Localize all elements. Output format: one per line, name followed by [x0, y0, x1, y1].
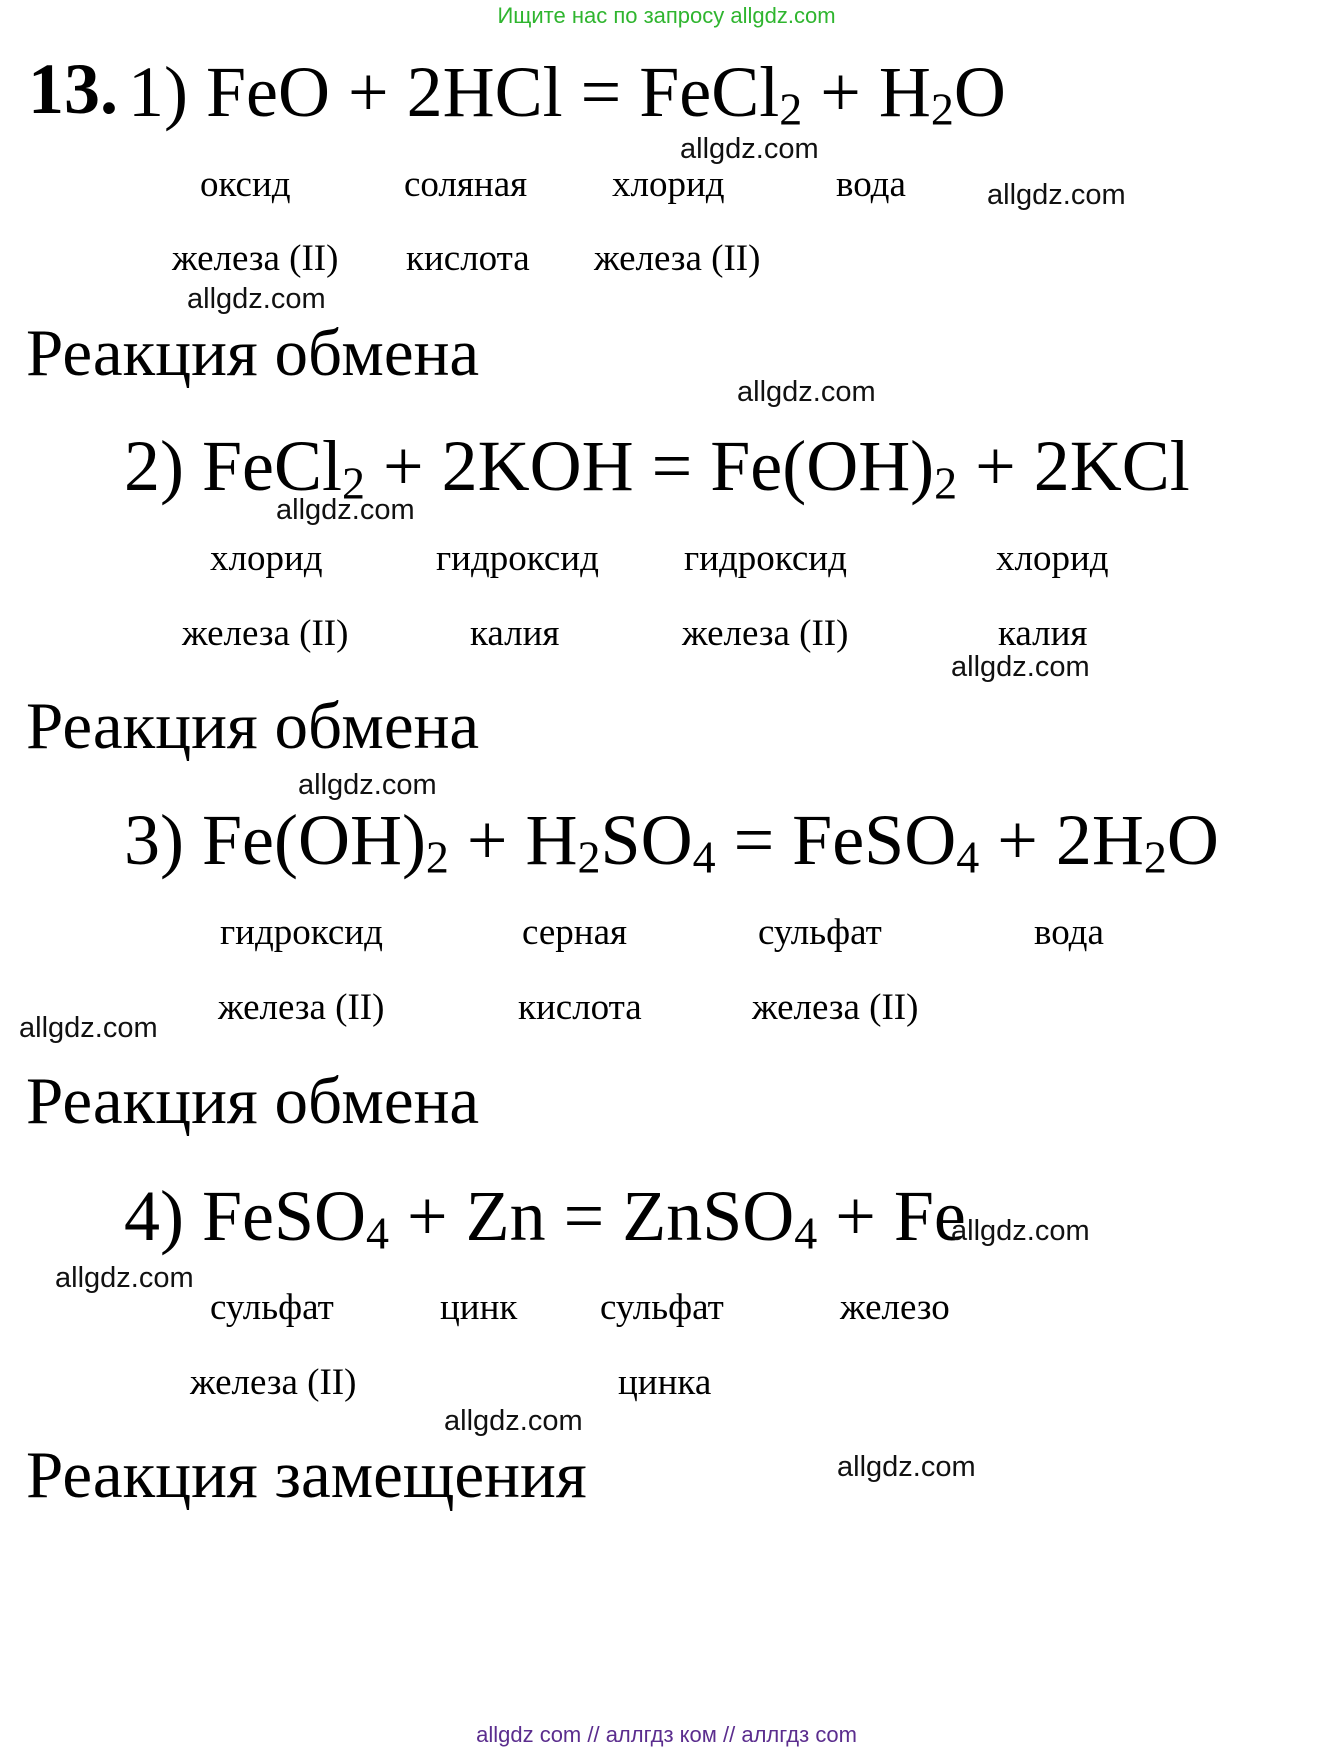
eq3-label-bottom-1: железа (II)	[218, 987, 385, 1028]
watermark: allgdz.com	[737, 376, 876, 408]
watermark: allgdz.com	[444, 1405, 583, 1437]
eq3-label-bottom-2: кислота	[518, 987, 642, 1028]
eq4-label-top-1: сульфат	[210, 1287, 334, 1328]
reaction-type-1: Реакция обмена	[26, 316, 480, 390]
footer-links: allgdz com // аллгдз ком // аллгдз com	[476, 1722, 857, 1747]
watermark: allgdz.com	[276, 494, 415, 526]
eq4-label-top-3: сульфат	[600, 1287, 724, 1328]
reaction-type-4: Реакция замещения	[26, 1438, 587, 1512]
eq2-label-top-3: гидроксид	[684, 538, 847, 579]
eq3-label-top-3: сульфат	[758, 912, 882, 953]
watermark: allgdz.com	[951, 651, 1090, 683]
eq3-label-top-2: серная	[522, 912, 628, 953]
watermark: allgdz.com	[187, 283, 326, 315]
eq4-label-bottom-2: цинка	[618, 1362, 712, 1403]
eq3-label-top-4: вода	[1034, 912, 1104, 953]
eq3-label-bottom-3: железа (II)	[752, 987, 919, 1028]
eq4-label-bottom-1: железа (II)	[190, 1362, 357, 1403]
watermark: allgdz.com	[987, 179, 1126, 211]
eq1-label-top-4: вода	[836, 164, 906, 205]
eq2-label-bottom-3: железа (II)	[682, 613, 849, 654]
eq2-label-top-2: гидроксид	[436, 538, 599, 579]
search-banner: Ищите нас по запросу allgdz.com	[497, 3, 836, 28]
eq2-label-bottom-2: калия	[470, 613, 560, 654]
equation-4: 4) FeSO$_4$ + Zn = ZnSO$_4$ + Fe	[124, 1176, 966, 1259]
eq2-label-bottom-1: железа (II)	[182, 613, 349, 654]
eq1-label-top-3: хлорид	[612, 164, 725, 205]
eq1-label-top-1: оксид	[200, 164, 291, 205]
watermark: allgdz.com	[19, 1012, 158, 1044]
watermark: allgdz.com	[837, 1451, 976, 1483]
eq2-label-top-4: хлорид	[996, 538, 1109, 579]
watermark: allgdz.com	[680, 133, 819, 165]
eq1-label-top-2: соляная	[404, 164, 528, 205]
task-number: 13.	[28, 49, 118, 129]
eq1-label-bottom-2: кислота	[406, 238, 530, 279]
watermark: allgdz.com	[55, 1262, 194, 1294]
eq2-label-bottom-4: калия	[998, 613, 1088, 654]
eq4-label-top-2: цинк	[440, 1287, 518, 1328]
watermark: allgdz.com	[951, 1215, 1090, 1247]
equation-1: 1) FeO + 2HCl = FeCl$_2$ + $H_2O$	[128, 52, 1006, 135]
eq4-label-top-4: железо	[840, 1287, 950, 1328]
eq1-label-bottom-1: железа (II)	[172, 238, 339, 279]
reaction-type-3: Реакция обмена	[26, 1064, 480, 1138]
reaction-type-2: Реакция обмена	[26, 689, 480, 763]
eq2-label-top-1: хлорид	[210, 538, 323, 579]
equation-3: 3) $Fe(OH)_2 + H_2SO_4$ = FeSO$_4$ + $2H_2O$	[124, 800, 1219, 883]
watermark: allgdz.com	[298, 769, 437, 801]
eq3-label-top-1: гидроксид	[220, 912, 383, 953]
equation-2: 2) FeCl$_2$ + $2KOH = Fe(OH)_2 + 2KCl$	[124, 426, 1190, 509]
eq1-label-bottom-3: железа (II)	[594, 238, 761, 279]
